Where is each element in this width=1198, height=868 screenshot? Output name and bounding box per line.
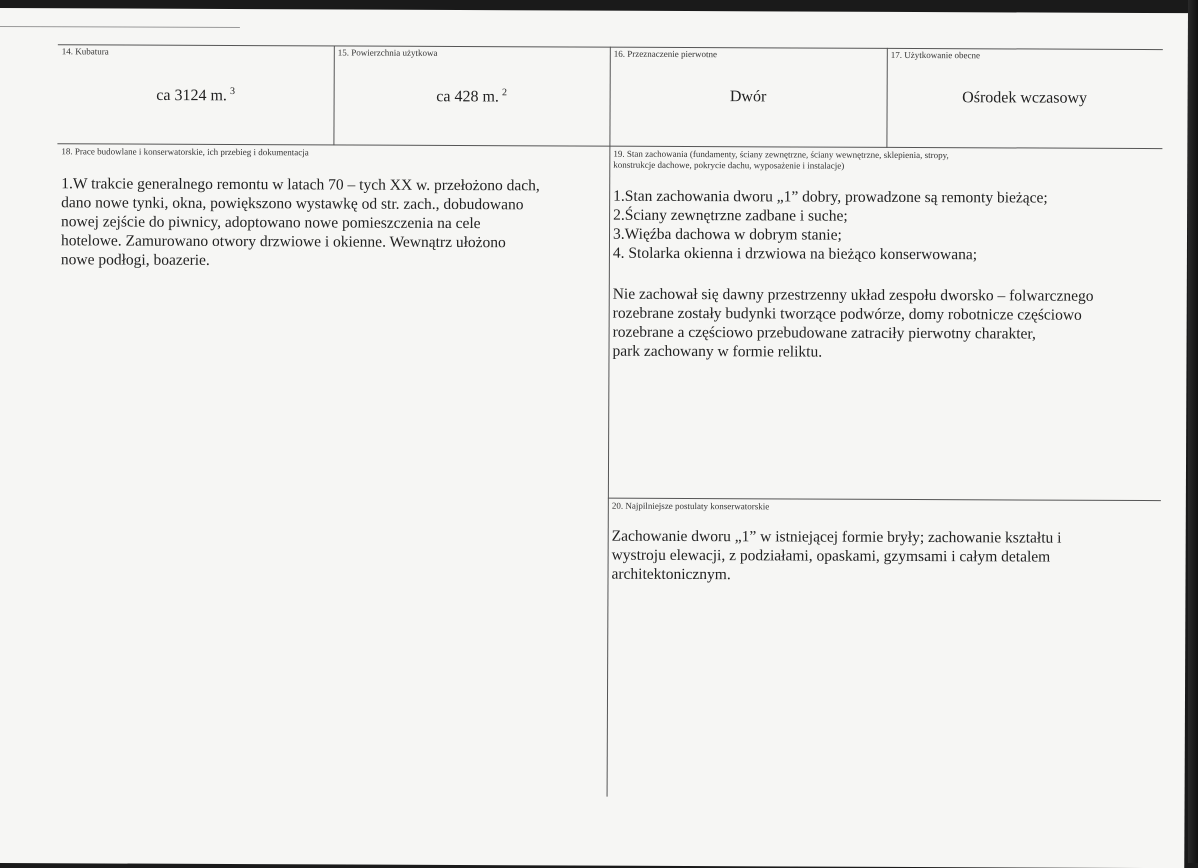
postulaty-text — [611, 527, 1156, 586]
postulaty-label: 20. Najpilniejsze postulaty konserwatorskie — [611, 500, 770, 512]
stan-list — [613, 187, 1158, 265]
text-line: Nie zachował się dawny przestrzenny układ zespołu dworsko – folwarcznego — [612, 285, 1094, 305]
kubatura-value: ca 3124 m. $^3$ — [156, 86, 235, 105]
stan-paragraph — [612, 285, 1157, 363]
powierzchnia-label: 15. Powierzchnia użytkowa — [337, 47, 438, 58]
top-edge-line — [0, 26, 240, 28]
prace-text — [61, 174, 606, 271]
list-item: 1.Stan zachowania dworu „1” dobry, prowadzone są remonty bieżące; — [613, 187, 1048, 207]
text-line: architektonicznym. — [611, 565, 731, 584]
przeznaczenie-value: Dwór — [729, 88, 767, 106]
text-line: 1.W trakcie generalnego remontu w latach 70 – tych XX w. przełożono dach, — [61, 175, 540, 195]
text-line: nowej zejście do piwnicy, adoptowano nowe pomieszczenia na cele — [61, 213, 481, 233]
uzytkowanie-value: Ośrodek wczasowy — [962, 89, 1088, 107]
text-line: rozebrane zostały budynki tworzące podwórze, domy robotnicze częściowo — [612, 304, 1082, 324]
form-sheet — [0, 8, 1188, 868]
list-item: 2.Ściany zewnętrzne zadbane i suche; — [613, 206, 848, 225]
text-line: wystroju elewacji, z podziałami, opaskami, gzymsami i całym detalem — [611, 546, 1051, 566]
divider-main — [607, 47, 611, 797]
list-item: 4. Stolarka okienna i drzwiowa na bieżąco konserwowana; — [612, 244, 978, 264]
text-line: hotelowe. Zamurowano otwory drzwiowe i okienne. Wewnątrz ułożono — [60, 232, 506, 252]
text-line: park zachowany w formie reliktu. — [612, 342, 823, 361]
powierzchnia-value: ca 428 m. $^2$ — [436, 87, 507, 106]
text-line: rozebrane a częściowo przebudowane zatraciły pierwotny charakter, — [612, 323, 1036, 343]
text-line: dano nowe tynki, okna, powiększono wystawkę od str. zach., dobudowano — [61, 194, 524, 214]
prace-label: 18. Prace budowlane i konserwatorskie, ich przebieg i dokumentacja — [61, 146, 309, 158]
przeznaczenie-label: 16. Przeznaczenie pierwotne — [613, 48, 718, 60]
text-line: nowe podłogi, boazerie. — [60, 251, 210, 269]
uzytkowanie-label: 17. Użytkowanie obecne — [890, 49, 981, 61]
stan-label: 19. Stan zachowania (fundamenty, ściany zewnętrzne, ściany wewnętrzne, sklepienia, stropy, konstrukcje dachowe, pokrycie dachu, wyposażenie i instalacje) — [613, 148, 949, 171]
scan-edge-shadow — [1188, 0, 1198, 863]
list-item: 3.Więźba dachowa w dobrym stanie; — [612, 225, 842, 244]
text-line: Zachowanie dworu „1” w istniejącej formie bryły; zachowanie kształtu i — [611, 527, 1062, 547]
kubatura-label: 14. Kubatura — [61, 46, 109, 57]
